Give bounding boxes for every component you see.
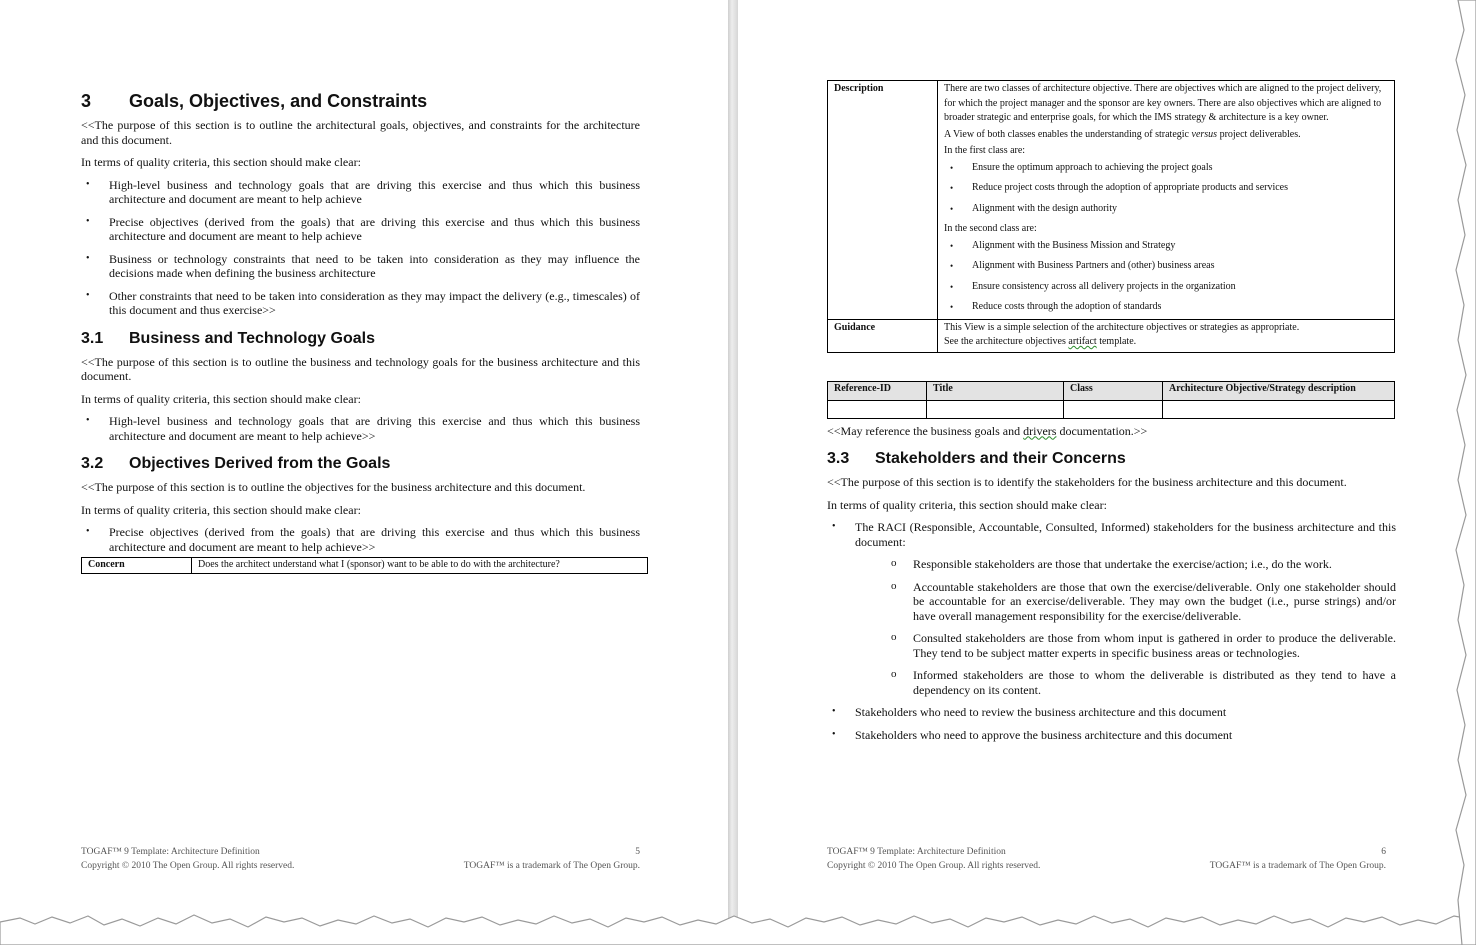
list-item: • Reduce project costs through the adoption of appropriate products and services [944, 181, 1388, 196]
reference-note [827, 424, 1396, 439]
column-header: Architecture Objective/Strategy description [1163, 381, 1395, 400]
page-footer [827, 845, 1386, 873]
footer-trademark: TOGAF™ is a trademark of The Open Group. [463, 861, 640, 871]
table-row [828, 400, 1395, 418]
text-run: <<May reference the business goals and [827, 423, 1024, 438]
sub-list-item: o Consulted stakeholders are those from whom input is gathered in order to produce the deliverable. They tend to be subject matter experts in specific business areas or technologies. [855, 631, 1396, 660]
section-heading-3-1 [81, 330, 640, 348]
torn-bottom-edge [0, 900, 1476, 945]
concern-value: Does the architect understand what I (sponsor) want to be able to do with the architecture? [192, 558, 648, 574]
text-run: project deliverables. [1217, 128, 1301, 140]
list-item: • Stakeholders who need to approve the business architecture and this document [827, 728, 1396, 743]
concern-table [81, 557, 648, 574]
criteria-list [81, 178, 640, 318]
guidance-text [944, 335, 1388, 350]
quality-criteria-text: In terms of quality criteria, this section should make clear: [827, 497, 1107, 512]
section-title: Objectives Derived from the Goals [129, 455, 391, 472]
table-row [82, 558, 648, 574]
list-item: • Alignment with the Business Mission and Strategy [944, 239, 1388, 254]
text-run: documentation.>> [1056, 423, 1148, 438]
list-item: • Business or technology constraints that need to be taken into consideration as they may influence the decisions made when defining the business architecture [81, 252, 640, 281]
list-item: • Alignment with Business Partners and (other) business areas [944, 259, 1388, 274]
column-header: Reference-ID [828, 381, 927, 400]
table-cell[interactable] [828, 400, 927, 418]
footer-copyright: Copyright © 2010 The Open Group. All rights reserved. [827, 861, 1041, 871]
section-intro: <<The purpose of this section is to identify the stakeholders for the business architecture and this document. [827, 475, 1347, 489]
text-run: A View of both classes enables the understanding of strategic [944, 128, 1192, 140]
section-heading-3-3 [827, 450, 1396, 468]
description-label: Description [828, 81, 938, 320]
torn-right-edge [1450, 0, 1476, 945]
section-intro: <<The purpose of this section is to outline the architectural goals, objectives, and constraints for the architecture and this document. [81, 118, 640, 147]
section-title: Goals, Objectives, and Constraints [129, 91, 428, 111]
document-page-6 [738, 0, 1458, 945]
page-number: 6 [1381, 847, 1386, 857]
second-class-label: In the second class are: [944, 223, 1037, 234]
section-heading-3 [81, 91, 640, 112]
footer-trademark: TOGAF™ is a trademark of The Open Group. [1209, 861, 1386, 871]
section-number: 3 [81, 91, 92, 111]
section-number: 3.1 [81, 329, 104, 347]
list-item: • Precise objectives (derived from the goals) that are driving this exercise and thus which this business architecture and document are meant to help achieve>> [81, 525, 640, 554]
document-page-5 [0, 0, 728, 945]
list-item: • High-level business and technology goals that are driving this exercise and thus which this business architecture and document are meant to help achieve [81, 178, 640, 207]
table-row [828, 81, 1395, 320]
guidance-label: Guidance [828, 319, 938, 352]
quality-criteria-text: In terms of quality criteria, this section should make clear: [81, 502, 361, 517]
list-item: • Ensure consistency across all delivery projects in the organization [944, 280, 1388, 295]
list-item: • Other constraints that need to be taken into consideration as they may impact the delivery (e.g., timescales) of this document and thus exercise>> [81, 289, 640, 318]
section-number: 3.3 [827, 450, 850, 467]
list-item: • Precise objectives (derived from the goals) that are driving this exercise and thus which this business architecture and document are meant to help achieve [81, 215, 640, 244]
first-class-label: In the first class are: [944, 145, 1026, 156]
section-title: Business and Technology Goals [129, 329, 375, 347]
list-item: • Reduce costs through the adoption of standards [944, 300, 1388, 315]
text-run: See the architecture objectives [944, 336, 1069, 347]
list-item: • Stakeholders who need to review the business architecture and this document [827, 705, 1396, 720]
list-item: • Ensure the optimum approach to achieving the project goals [944, 161, 1388, 176]
footer-template-name: TOGAF™ 9 Template: Architecture Definition [827, 847, 1006, 857]
description-paragraph [944, 128, 1388, 143]
table-cell[interactable] [927, 400, 1064, 418]
sub-list-item: o Responsible stakeholders are those that undertake the exercise/action; i.e., do the work. [855, 557, 1396, 572]
page-number: 5 [635, 847, 640, 857]
quality-criteria-text: In terms of quality criteria, this section should make clear: [81, 155, 361, 169]
criteria-list [81, 525, 640, 554]
text-run: template. [1096, 336, 1137, 347]
criteria-list [81, 414, 640, 443]
description-cell [938, 81, 1395, 320]
emphasis-text: versus [1191, 128, 1218, 140]
spellcheck-word: artifact [1068, 336, 1097, 347]
column-header: Class [1064, 381, 1163, 400]
second-class-list [944, 239, 1388, 315]
raci-text: The RACI (Responsible, Accountable, Consulted, Informed) stakeholders for the business architecture and this document: [855, 520, 1396, 549]
page-body [827, 80, 1396, 750]
table-cell[interactable] [1163, 400, 1395, 418]
page-body [81, 88, 640, 574]
concern-label: Concern [82, 558, 192, 574]
guidance-cell [938, 319, 1395, 352]
list-item: • Alignment with the design authority [944, 202, 1388, 217]
section-intro: <<The purpose of this section is to outline the objectives for the business architecture and this document. [81, 480, 586, 494]
description-table [827, 80, 1395, 353]
page-footer [81, 845, 640, 873]
list-item [827, 520, 1396, 697]
stakeholder-list [827, 520, 1396, 742]
footer-copyright: Copyright © 2010 The Open Group. All rights reserved. [81, 861, 295, 871]
section-title: Stakeholders and their Concerns [875, 450, 1126, 467]
sub-list-item: o Informed stakeholders are those to whom the deliverable is distributed as they tend to have a dependency on its content. [855, 668, 1396, 697]
sub-list-item: o Accountable stakeholders are those that own the exercise/deliverable. Only one stakeholder should be accountable for an exercise/deliverable. They may own the budget (i.e., purse strings) and/or have overall management responsibility for the exercise/deliverable. [855, 580, 1396, 624]
quality-criteria-text: In terms of quality criteria, this section should make clear: [81, 391, 361, 406]
section-number: 3.2 [81, 455, 104, 472]
first-class-list [944, 161, 1388, 217]
section-intro: <<The purpose of this section is to outline the business and technology goals for the business architecture and this document. [81, 354, 640, 383]
objectives-table [827, 381, 1395, 419]
description-paragraph: There are two classes of architecture objective. There are objectives which are aligned to the project delivery, for which the project manager and the sponsor are key owners. There are also objectives which are aligned to broader strategic and enterprise goals, for which the IMS strategy & architecture is a key owner. [944, 83, 1382, 123]
table-row [828, 319, 1395, 352]
footer-template-name: TOGAF™ 9 Template: Architecture Definition [81, 847, 260, 857]
table-cell[interactable] [1064, 400, 1163, 418]
section-heading-3-2 [81, 455, 640, 473]
column-header: Title [927, 381, 1064, 400]
page-gutter [728, 0, 738, 945]
list-item: • High-level business and technology goals that are driving this exercise and thus which this business architecture and document are meant to help achieve>> [81, 414, 640, 443]
raci-sublist [855, 557, 1396, 697]
table-header-row [828, 381, 1395, 400]
spellcheck-word: drivers [1023, 423, 1057, 438]
guidance-text: This View is a simple selection of the architecture objectives or strategies as appropriate. [944, 321, 1300, 333]
